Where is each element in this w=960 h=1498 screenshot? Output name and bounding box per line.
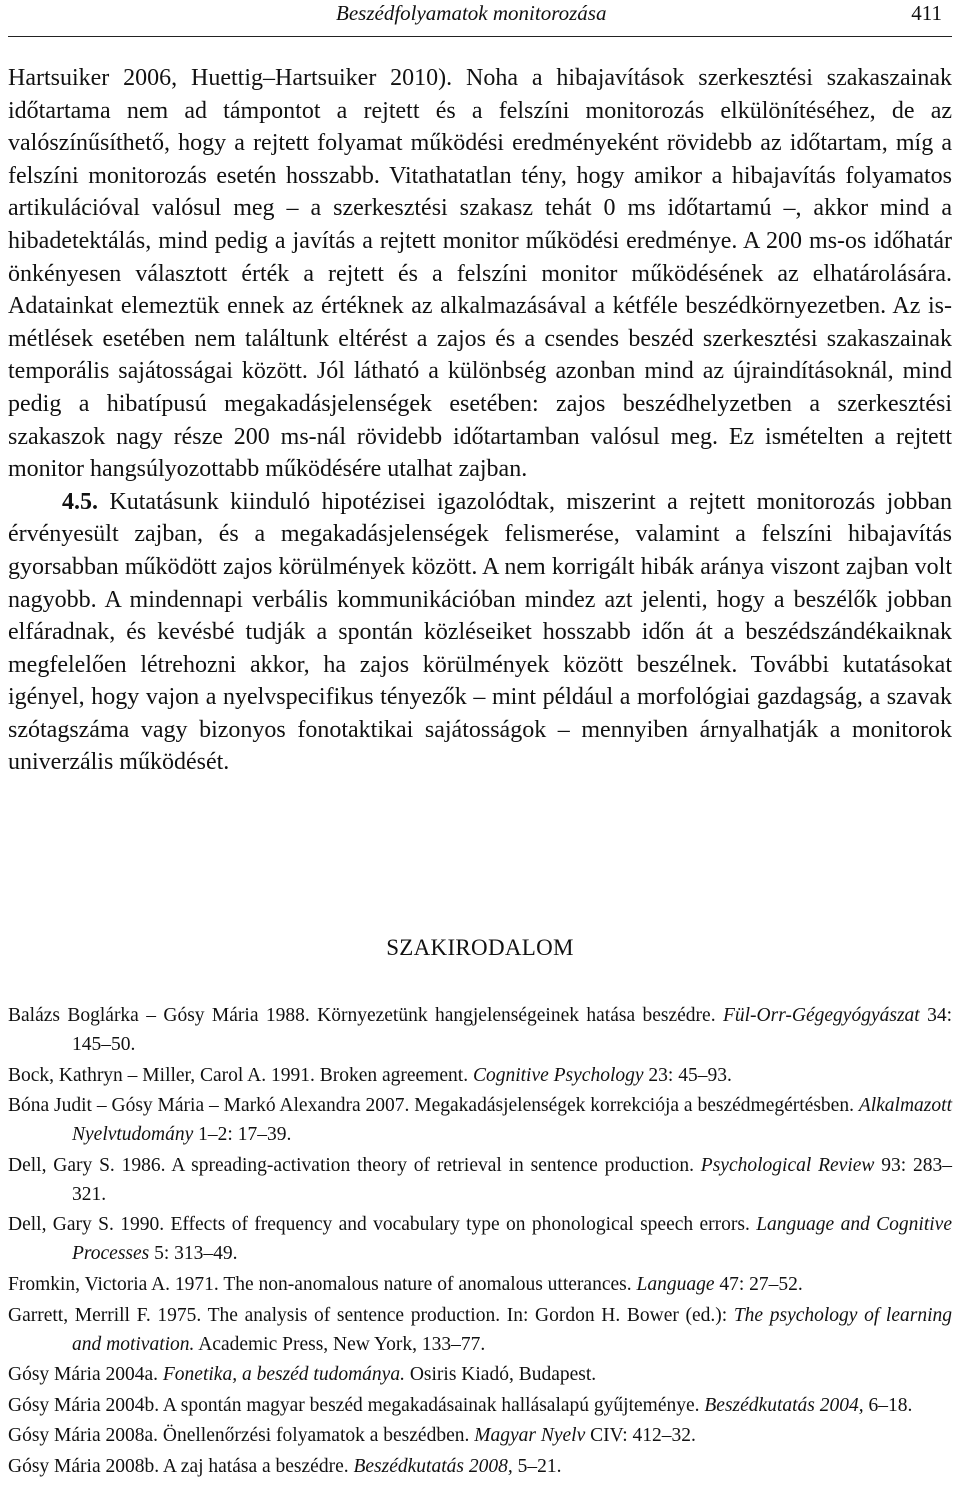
reference-item: Fromkin, Victoria A. 1971. The non-anomalous nature of anomalous utterances. Language 47: 27–52.: [8, 1273, 803, 1295]
reference-item: Gósy Mária 2004a. Fonetika, a beszéd tudománya. Osiris Kiadó, Budapest.: [8, 1364, 597, 1386]
reference-item: Garrett, Merrill F. 1975. The analysis of sentence production. In: Gordon H. Bower (ed.): The psychology of learning and motivation. Academic Press, New York, 133–77.: [8, 1304, 952, 1355]
reference-item: Dell, Gary S. 1990. Effects of frequency and vocabulary type on phonological speech errors. Language and Cognitive Processes 5: 313–49.: [8, 1214, 952, 1265]
paragraph-2-text: Kutatásunk kiinduló hipotézisei igazolódtak, miszerint a rejtett monitorozás jobban érvényesült zajban, és a megakadásjelenségek felismerése, valamint a felszíni hibajavítás gyorsabban működött zajos körülmények között. A nem korrigált hibák aránya viszont zajban volt nagyobb. A mindennapi verbális kommunikációban mindez azt jelenti, hogy a beszélők jobban elfáradnak, és kevésbé tudják a spontán közléseiket hosszabb időn át a beszédszándékaiknak megfelelően létrehozni akkor, ha zajos körülmények között beszélnek. További kutatásokat igényel, hogy vajon a nyelvspecifikus tényezők – mint például a morfológiai gazdagság, a szavak szótagszáma vagy bizonyos fonotaktikai sajátosságok – mennyiben árnyalhatják a monitorok univerzális működését.: [8, 488, 952, 776]
section-heading: SZAKIRODALOM: [386, 935, 574, 960]
section-number: 4.5.: [62, 488, 98, 515]
paragraph-2: [8, 486, 952, 779]
reference-item: Balázs Boglárka – Gósy Mária 1988. Környezetünk hangjelenségeinek hatása beszédre. Fül-Orr-Gégegyógyászat 34: 145–50.: [8, 1005, 953, 1055]
body-text: [8, 62, 952, 779]
running-title: Beszédfolyamatok monitorozása: [336, 1, 607, 25]
paragraph-1: Hartsuiker 2006, Huettig–Hartsuiker 2010). Noha a hibajavítások szerkesztési szakaszainak időtartama nem ad támpontot a rejtett és a felszíni monitorozás elkülönítéséhez, de az valószínűsíthető, hogy a rejtett folyamat működési eredményeként rövidebb az időtartam, míg a felszíni monitorozás esetén hosszabb. Vitathatatlan tény, hogy amikor a hibajavítás folyamatos artikulációval valósul meg – a szerkesztési szakasz tehát 0 ms időtartamú –, akkor mind a hibadetektálás, mind pedig a javítás a rejtett monitor működési eredménye. A 200 ms-os időhatár önkényesen választott érték a rejtett és a felszíni monitor működésének az elhatárolására. Adatainkat elemeztük ennek az értéknek az alkalmazásával a kétféle beszédkörnyezetben. Az ismétlések esetében nem találtunk eltérést a zajos és a csendes beszéd szerkesztési szakaszainak temporális sajátosságai között. Jól látható a különbség azonban mind az újraindításoknál, mind pedig a hibatípusú megakadásjelenségek esetében: zajos beszédhelyzetben a szerkesztési szakaszok nagy része 200 ms-nál rövidebb időtartamban valósul meg. Ez ismételten a rejtett monitor hangsúlyozottabb működésére utalhat zajban.: [8, 65, 952, 483]
reference-item: Gósy Mária 2004b. A spontán magyar beszéd megakadásainak hallásalapú gyűjteménye. Beszédkutatás 2004, 6–18.: [8, 1394, 913, 1416]
reference-item: Gósy Mária 2008b. A zaj hatása a beszédre. Beszédkutatás 2008, 5–21.: [8, 1455, 562, 1477]
page-number: 411: [911, 1, 942, 25]
reference-item: Bóna Judit – Gósy Mária – Markó Alexandra 2007. Megakadásjelenségek korrekciója a beszédmegértésben. Alkalmazott Nyelvtudomány 1–2: 17–39.: [8, 1095, 952, 1146]
reference-list: [8, 1001, 952, 1483]
reference-item: Gósy Mária 2008a. Önellenőrzési folyamatok a beszédben. Magyar Nyelv CIV: 412–32.: [8, 1425, 696, 1447]
running-header: [8, 0, 952, 37]
reference-item: Dell, Gary S. 1986. A spreading-activation theory of retrieval in sentence production. Psychological Review 93: 283–321.: [8, 1154, 952, 1205]
reference-item: Bock, Kathryn – Miller, Carol A. 1991. Broken agreement. Cognitive Psychology 23: 45–93.: [8, 1064, 732, 1086]
